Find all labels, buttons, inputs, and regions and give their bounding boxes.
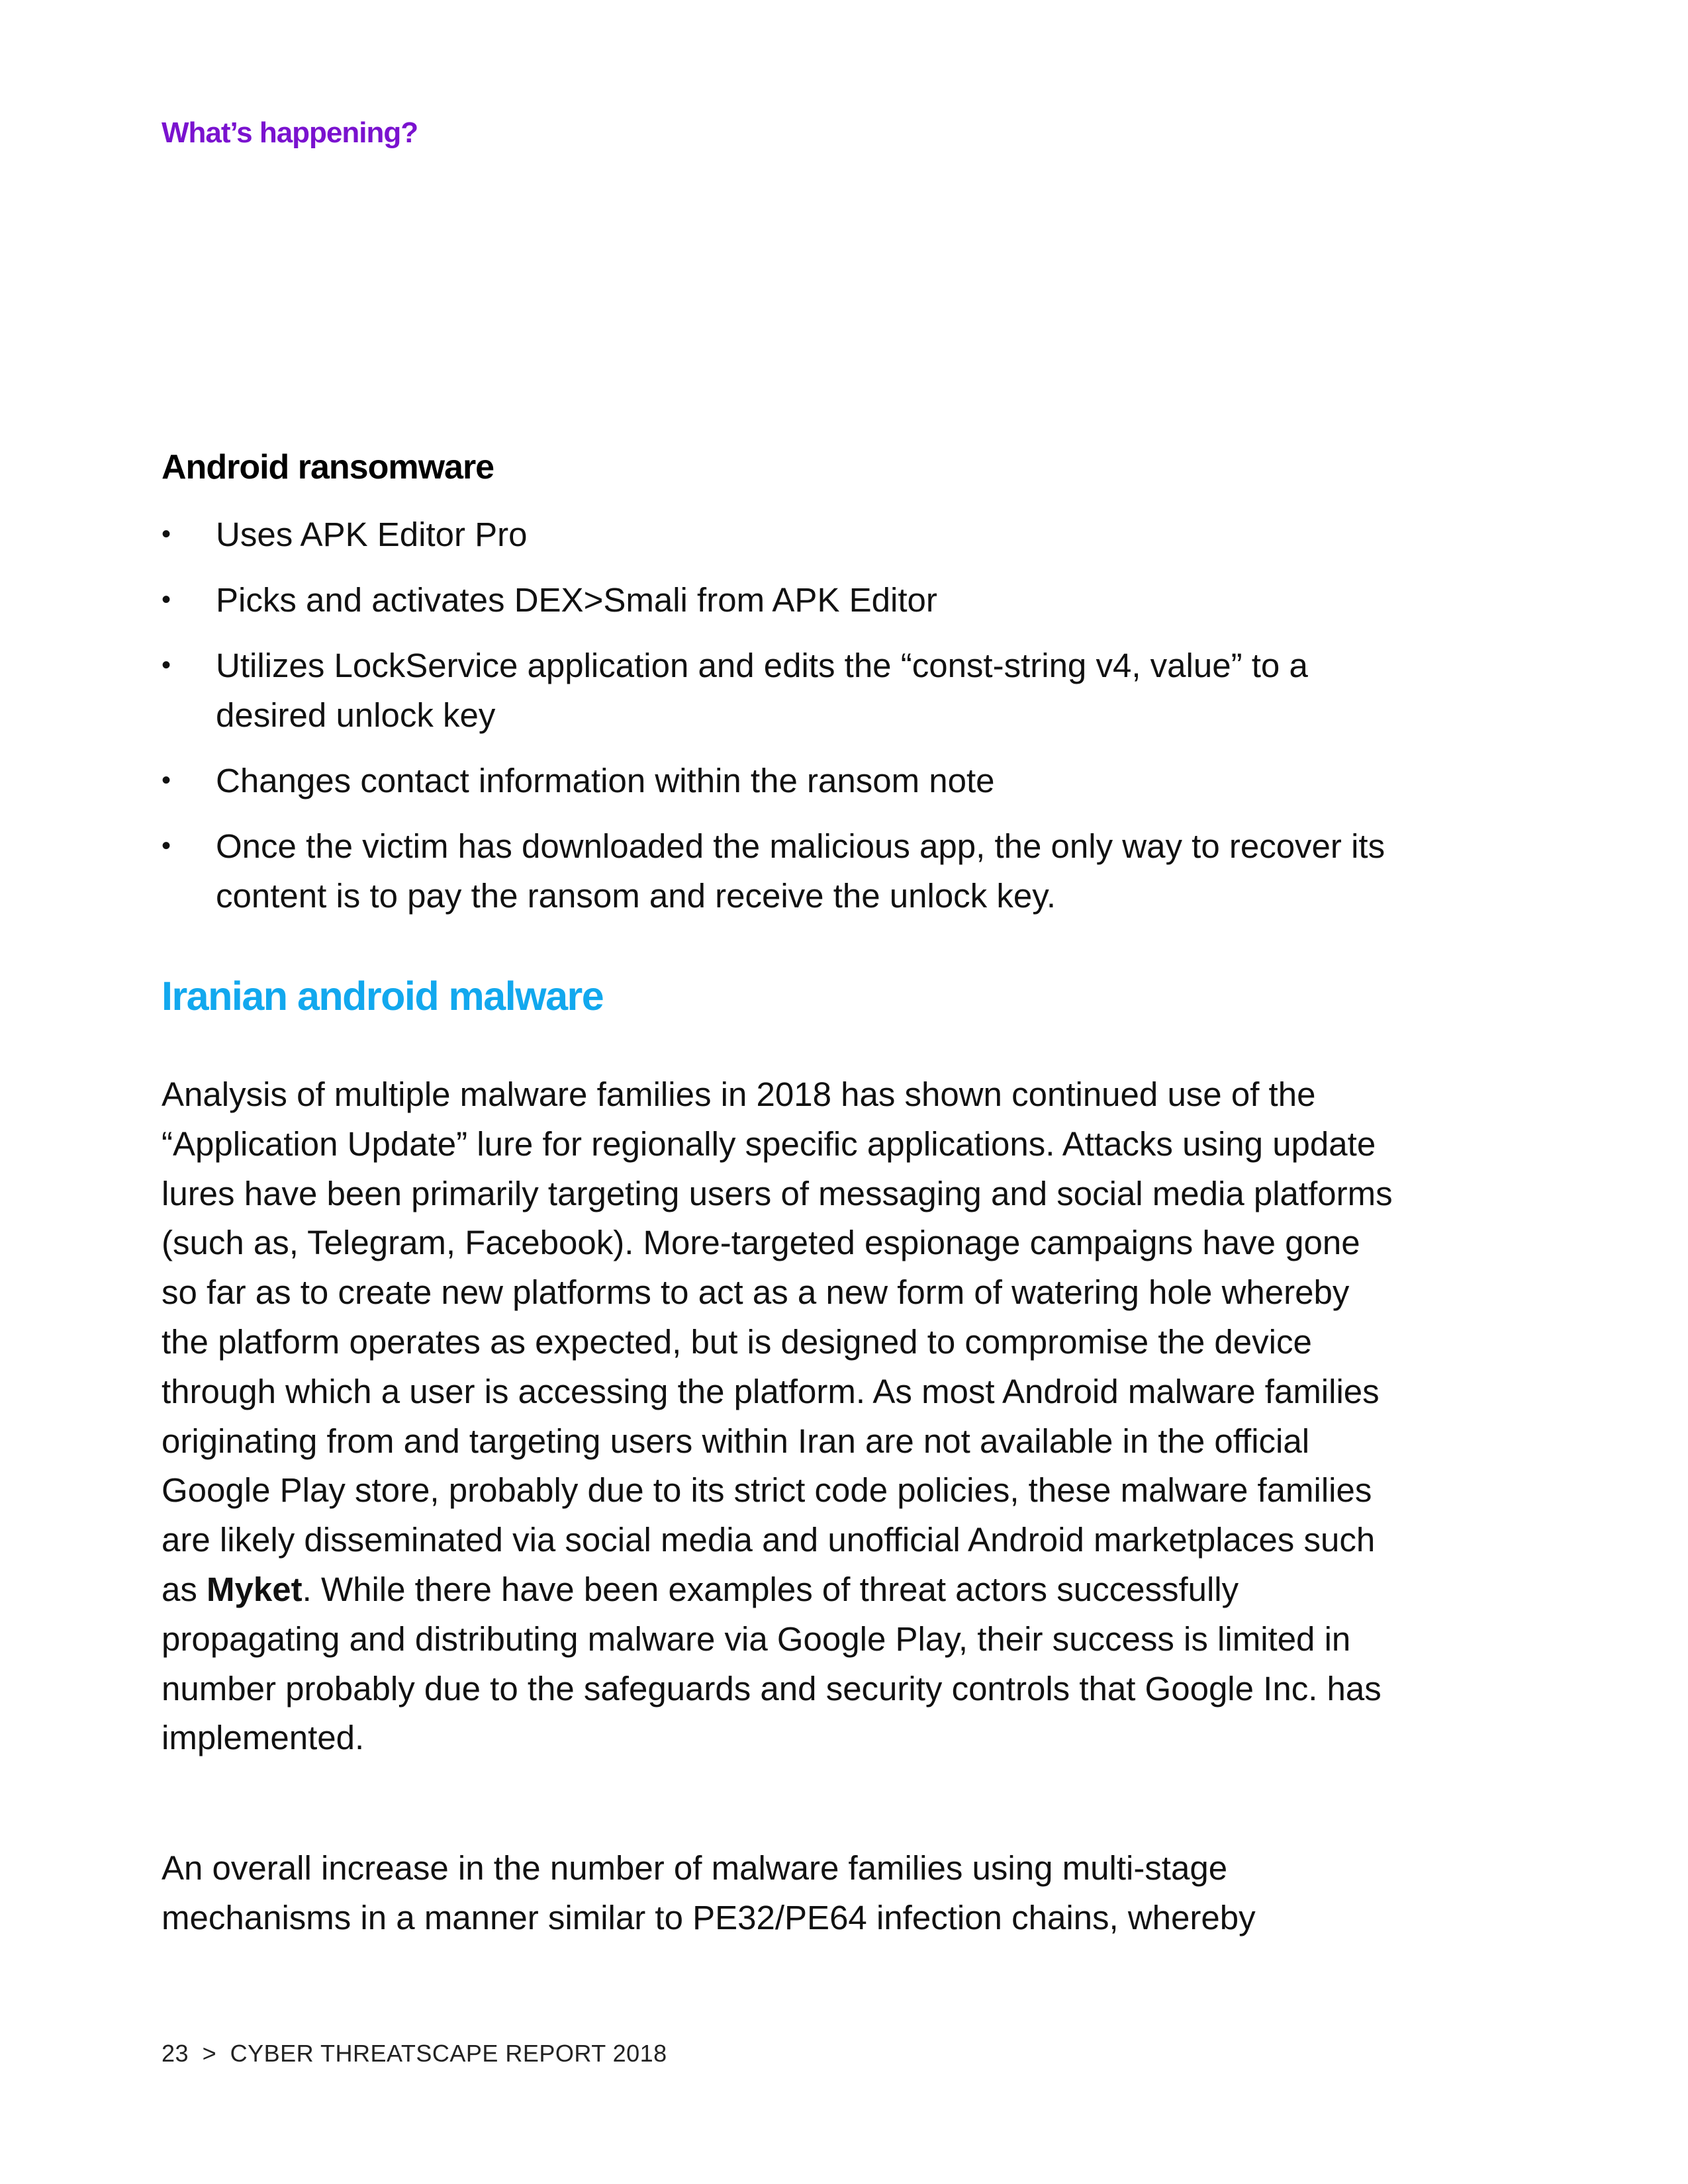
footer-separator: > <box>202 2040 217 2067</box>
bullet-item <box>162 756 1406 805</box>
section-heading-iranian-malware: Iranian android malware <box>162 974 604 1019</box>
bullet-dot-icon: • <box>162 766 171 795</box>
bullet-item <box>162 510 1406 559</box>
bullet-dot-icon: • <box>162 831 171 860</box>
bullet-dot-icon: • <box>162 585 171 614</box>
bullet-text: Changes contact information within the ransom note <box>216 762 995 799</box>
myket-emphasis: Myket <box>207 1570 303 1608</box>
bullet-item <box>162 641 1406 740</box>
page-footer <box>162 2040 674 2068</box>
bullet-dot-icon: • <box>162 651 171 680</box>
bullet-dot-icon: • <box>162 520 171 549</box>
bullet-item <box>162 821 1406 921</box>
bullet-text: Picks and activates DEX>Smali from APK Editor <box>216 581 937 619</box>
paragraph-1-text-b: . While there have been examples of threat actors successfully propagating and distributing malware via Google Play, their success is limited in number probably due to the safeguards and security controls that Google Inc. has implemented. <box>162 1570 1382 1757</box>
bullet-text: Utilizes LockService application and edits the “const-string v4, value” to a desired unlock key <box>216 647 1308 734</box>
body-paragraph-1 <box>162 1070 1393 1763</box>
paragraph-1-text-a: Analysis of multiple malware families in 2018 has shown continued use of the “Application Update” lure for regionally specific applications. Attacks using update lures have been primarily targeting users of messaging and social media platforms (such as, Telegram, Facebook). More-targeted espionage campaigns have gone so far as to create new platforms to act as a new form of watering hole whereby the platform operates as expected, but is designed to compromise the device through which a user is accessing the platform. As most Android malware families originating from and targeting users within Iran are not available in the official Google Play store, probably due to its strict code policies, these malware families are likely disseminated via social media and unofficial Android marketplaces such as <box>162 1075 1393 1608</box>
report-title: CYBER THREATSCAPE REPORT 2018 <box>230 2040 667 2067</box>
bullet-text: Uses APK Editor Pro <box>216 516 528 553</box>
section-label: What’s happening? <box>162 116 418 149</box>
bullet-text: Once the victim has downloaded the malicious app, the only way to recover its content is to pay the ransom and receive the unlock key. <box>216 827 1385 915</box>
bullet-item <box>162 575 1406 625</box>
subhead-android-ransomware: Android ransomware <box>162 448 494 486</box>
body-paragraph-2: An overall increase in the number of malware families using multi-stage mechanisms in a manner similar to PE32/PE64 infection chains, whereby <box>162 1849 1256 1936</box>
page-number: 23 <box>162 2040 189 2067</box>
ransomware-bullet-list <box>162 510 1406 936</box>
